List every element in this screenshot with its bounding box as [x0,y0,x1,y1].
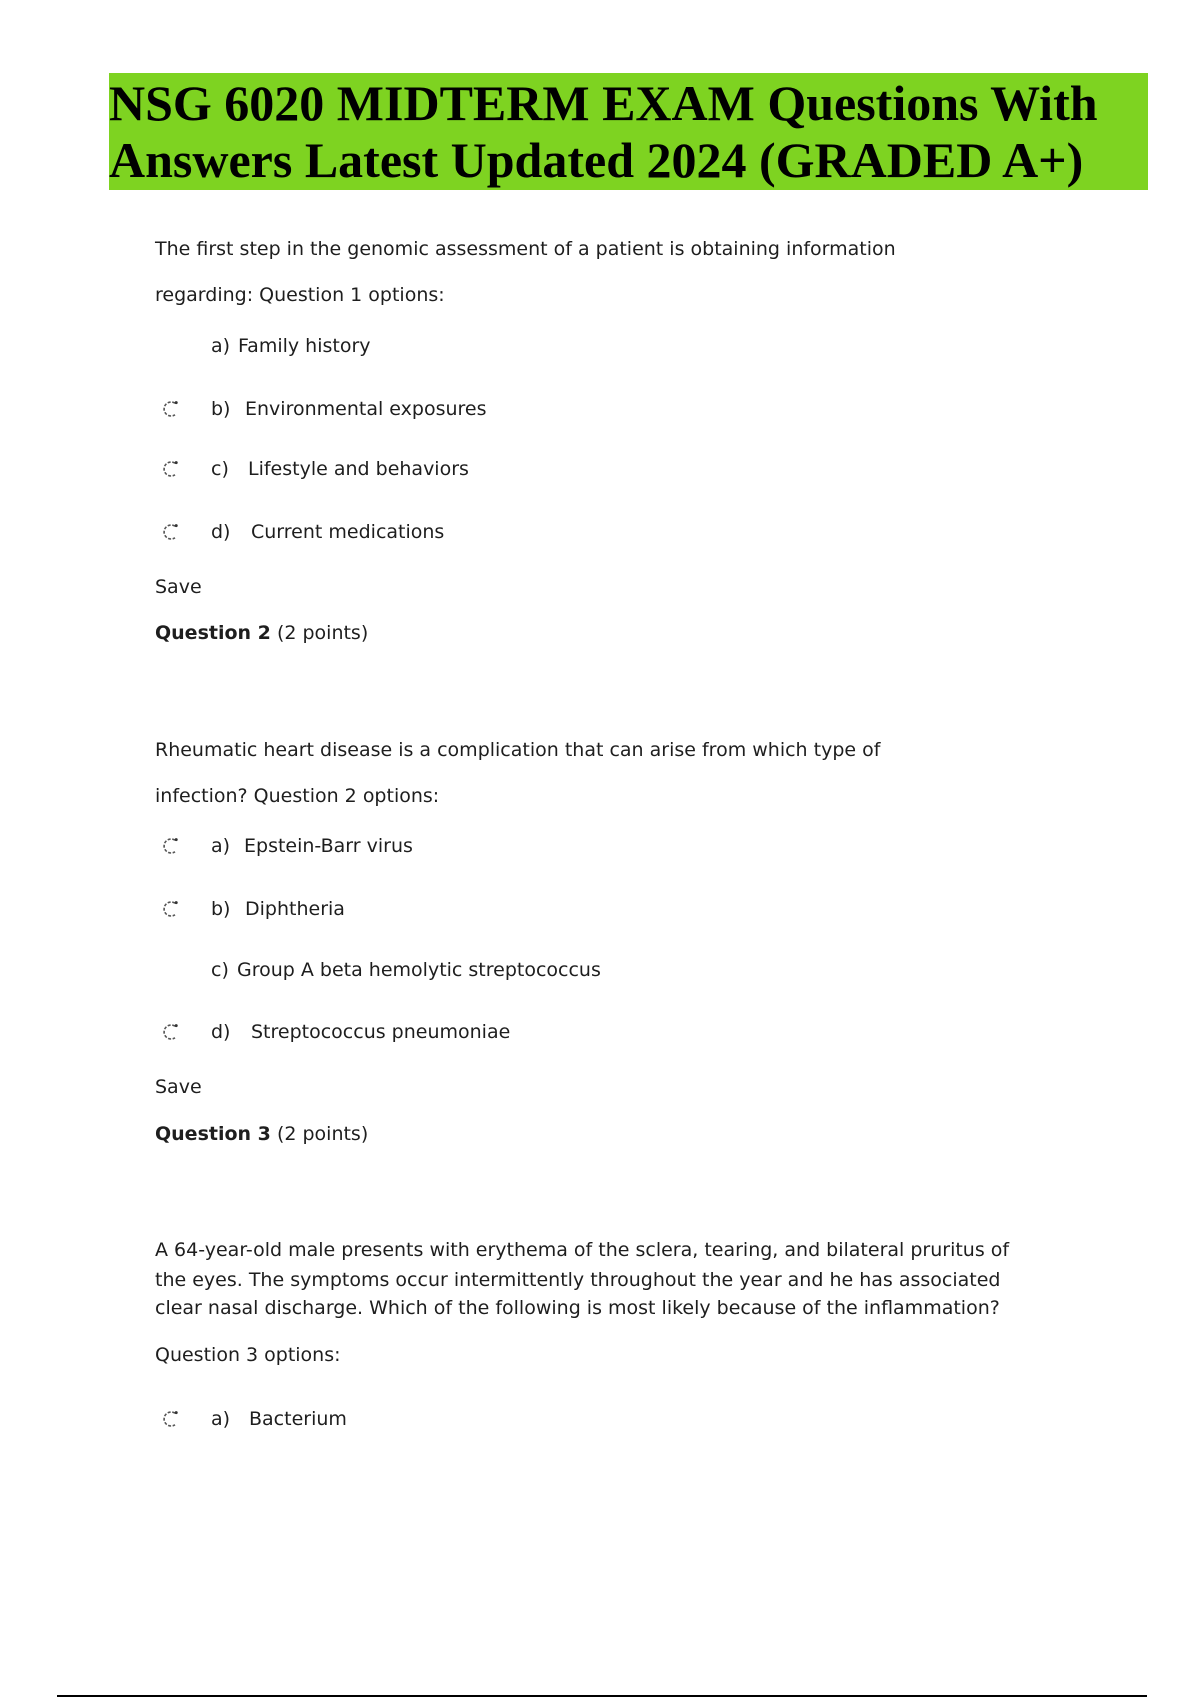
q2-option-c-text: Group A beta hemolytic streptococcus [237,959,601,981]
q1-option-d-text: Current medications [251,521,445,543]
q1-option-c-letter: c) [211,458,229,480]
radio-button-icon[interactable] [160,522,180,542]
q1-save-button[interactable]: Save [155,576,202,598]
q3-heading-label: Question 3 [155,1123,271,1145]
q2-option-d-text: Streptococcus pneumoniae [251,1021,511,1043]
q3-heading-points: (2 points) [276,1123,369,1145]
title-line-1: NSG 6020 MIDTERM EXAM Questions With [109,75,1098,131]
q3-option-a-text: Bacterium [249,1408,347,1430]
q1-option-b-text: Environmental exposures [245,398,487,420]
q2-stem-line-2: infection? Question 2 options: [155,785,440,807]
q2-heading-label: Question 2 [155,622,271,644]
q2-option-a-text: Epstein-Barr virus [244,835,413,857]
radio-button-icon[interactable] [160,399,180,419]
q3-option-a-letter: a) [211,1408,231,1430]
q2-option-b-text: Diphtheria [245,898,345,920]
q1-stem-line-1: The first step in the genomic assessment of a patient is obtaining information [155,238,896,260]
q1-stem-line-2: regarding: Question 1 options: [155,284,445,306]
q1-option-a-letter: a) [211,335,231,357]
q2-option-a-letter: a) [211,835,231,857]
q3-heading [155,1122,368,1146]
q2-option-d-letter: d) [211,1021,231,1043]
radio-button-icon[interactable] [160,899,180,919]
q1-option-a-text: Family history [238,335,371,357]
q3-stem-line-1: A 64-year-old male presents with erythema of the sclera, tearing, and bilateral pruritus of [155,1239,1010,1261]
q2-heading-points: (2 points) [276,622,369,644]
q1-option-c-text: Lifestyle and behaviors [248,458,469,480]
q3-stem-line-3: clear nasal discharge. Which of the following is most likely because of the inflammation? [155,1297,1000,1319]
q1-option-d-letter: d) [211,521,231,543]
page-bottom-rule [57,1695,1147,1697]
q2-stem-line-1: Rheumatic heart disease is a complication that can arise from which type of [155,739,881,761]
q2-option-b-letter: b) [211,898,231,920]
radio-button-icon[interactable] [160,1409,180,1429]
radio-button-icon[interactable] [160,1022,180,1042]
q3-options-label: Question 3 options: [155,1344,341,1366]
radio-button-icon[interactable] [160,836,180,856]
q3-stem-line-2: the eyes. The symptoms occur intermittently throughout the year and he has associated [155,1269,1001,1291]
q2-option-c-letter: c) [211,959,229,981]
q2-heading [155,621,368,645]
title-line-2: Answers Latest Updated 2024 (GRADED A+) [109,132,1084,188]
q1-option-b-letter: b) [211,398,231,420]
q2-save-button[interactable]: Save [155,1076,202,1098]
radio-button-icon[interactable] [160,459,180,479]
document-title [109,73,1148,190]
